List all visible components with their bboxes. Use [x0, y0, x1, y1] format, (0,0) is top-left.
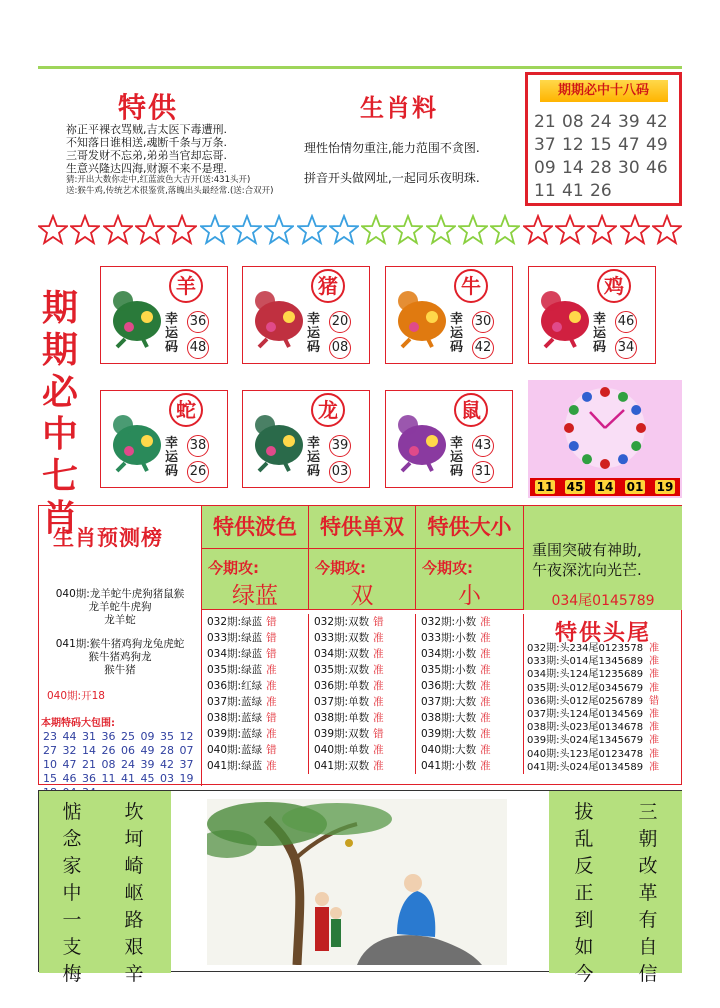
couplet-right-col: 拔 乱 反 正 到 如 今 — [574, 801, 594, 985]
lucky-number: 26 — [187, 461, 209, 483]
star-icon — [458, 214, 488, 246]
clock-dot — [618, 392, 628, 402]
star-icon — [200, 214, 230, 246]
lucky-number: 42 — [472, 337, 494, 359]
history-row: 035期:小数 准 — [421, 664, 491, 676]
package-number: 31 — [82, 730, 96, 743]
lucky-number: 43 — [472, 435, 494, 457]
lucky-number: 48 — [187, 337, 209, 359]
package-number: 28 — [160, 744, 174, 757]
lucky-number: 39 — [329, 435, 351, 457]
star-icon — [652, 214, 682, 246]
package-number: 25 — [121, 730, 135, 743]
star-icon — [329, 214, 359, 246]
shengxiao-line: 拼音开头做网址,一起同乐夜明珠. — [304, 171, 480, 185]
tegong-poem — [66, 123, 296, 197]
package-title: 本期特码大包围: — [41, 718, 115, 729]
history-row: 033期:双数 准 — [314, 632, 384, 644]
poem-line: 祢正平裸衣骂贼,吉太医下毒遭刑. — [66, 123, 227, 136]
eighteen-numbers — [534, 112, 679, 201]
head-tail-history — [527, 642, 659, 774]
number-cell: 46 — [646, 158, 668, 178]
history-row: 034期:头124尾1235689 准 — [527, 669, 660, 681]
number-cell: 42 — [646, 112, 668, 132]
history-row: 034期:双数 准 — [314, 648, 384, 660]
zodiac-card — [100, 390, 228, 488]
prediction-line: 龙羊蛇 — [104, 614, 136, 626]
package-number: 03 — [160, 772, 174, 785]
package-number: 10 — [43, 758, 57, 771]
clock-dot — [600, 459, 610, 469]
zodiac-card — [528, 266, 656, 364]
history-row: 041期:头024尾0134589 准 — [527, 761, 660, 773]
zodiac-name: 牛 — [454, 269, 488, 303]
package-number: 44 — [62, 730, 77, 743]
prediction-line: 龙羊蛇牛虎狗 — [88, 601, 152, 613]
bose-history — [207, 614, 309, 774]
clock-number: 14 — [596, 480, 614, 494]
history-row: 040期:头123尾0123478 准 — [527, 748, 660, 760]
package-number: 21 — [82, 758, 96, 771]
history-row: 040期:单数 准 — [314, 744, 384, 756]
package-number: 37 — [179, 758, 194, 771]
clock-icon — [528, 380, 682, 480]
package-number: 12 — [179, 730, 194, 743]
package-number: 06 — [121, 744, 135, 757]
zodiac-papercut-icon — [392, 401, 450, 481]
package-numbers — [43, 730, 199, 799]
package-number: 46 — [62, 772, 77, 785]
clock-dot — [564, 423, 574, 433]
zodiac-name: 羊 — [169, 269, 203, 303]
package-number: 07 — [179, 744, 194, 757]
history-row: 036期:头012尾0256789 错 — [527, 695, 660, 707]
history-row: 035期:双数 准 — [314, 664, 384, 676]
star-icon — [264, 214, 294, 246]
lucky-label: 幸运码 — [450, 436, 464, 479]
attack-label: 今期攻: — [208, 559, 259, 577]
history-row: 033期:头014尾1345689 准 — [527, 656, 660, 668]
prediction-title: 生肖预测榜 — [53, 526, 163, 550]
forecast-table — [38, 505, 682, 785]
zodiac-papercut-icon — [107, 401, 165, 481]
lucky-number: 20 — [329, 311, 351, 333]
number-cell: 39 — [618, 112, 640, 132]
clock-dot — [582, 392, 592, 402]
attack-value: 小 — [458, 583, 481, 609]
number-cell: 15 — [590, 135, 612, 155]
package-number: 11 — [101, 772, 116, 785]
star-icon — [167, 214, 197, 246]
danshuang-history — [314, 614, 416, 774]
bose-attack — [202, 548, 309, 610]
package-number: 35 — [160, 730, 174, 743]
package-number: 41 — [121, 772, 135, 785]
history-row: 033期:小数 准 — [421, 632, 491, 644]
lucky-number: 31 — [472, 461, 494, 483]
prediction-line: 041期:猴牛猪鸡狗龙兔虎蛇 — [55, 638, 185, 650]
eighteen-title: 期期必中十八码 — [540, 80, 668, 102]
daxiao-title: 特供大小 — [416, 506, 524, 548]
clock-number: 11 — [536, 480, 554, 494]
zodiac-name: 龙 — [311, 393, 345, 427]
shengxiao-title: 生肖料 — [360, 94, 438, 122]
seven-zodiac-title: 期期必中七肖 — [41, 288, 78, 539]
number-cell: 14 — [562, 158, 584, 178]
tegong-title: 特供 — [118, 91, 179, 124]
attack-value: 绿蓝 — [232, 583, 278, 609]
zodiac-card — [100, 266, 228, 364]
daxiao-history — [421, 614, 524, 774]
package-number: 36 — [101, 730, 116, 743]
history-row: 039期:大数 准 — [421, 728, 491, 740]
clock-dot — [582, 454, 592, 464]
number-cell: 47 — [618, 135, 640, 155]
star-icon — [620, 214, 650, 246]
history-row: 037期:大数 准 — [421, 696, 491, 708]
lucky-label: 幸运码 — [307, 436, 321, 479]
prediction-column — [39, 506, 202, 786]
couplet-left-col: 坎 坷 崎 岖 路 艰 辛 — [124, 801, 144, 985]
eighteen-numbers-box — [525, 72, 682, 206]
clock-dot — [631, 441, 641, 451]
tegong-note: 送:猴牛鸡,传统艺术很鉴赏,落魄出头最经常.(送:合双开) — [66, 186, 274, 196]
danshuang-title: 特供单双 — [309, 506, 416, 548]
zodiac-card — [242, 266, 370, 364]
slogan-line: 重围突破有神助, — [532, 541, 642, 559]
clock-number: 45 — [566, 480, 584, 494]
star-icon — [587, 214, 617, 246]
star-icon — [523, 214, 553, 246]
number-cell: 11 — [534, 181, 556, 201]
history-row: 037期:单数 准 — [314, 696, 384, 708]
history-row: 037期:头124尾0134569 准 — [527, 708, 660, 720]
daxiao-attack — [416, 548, 524, 610]
attack-label: 今期攻: — [422, 559, 473, 577]
prediction-041 — [41, 638, 199, 677]
history-row: 035期:头012尾0345679 准 — [527, 682, 660, 694]
poem-line: 三哥发财不忘弟,弟弟当官却忘哥. — [66, 149, 227, 162]
number-cell: 37 — [534, 135, 556, 155]
zodiac-name: 鸡 — [597, 269, 631, 303]
star-icon — [232, 214, 262, 246]
couplet-right — [549, 791, 682, 985]
poem-line: 生意兴隆达四海,财源不来不是理. — [66, 162, 227, 175]
package-number: 08 — [101, 758, 116, 771]
clock-number: 19 — [656, 480, 674, 494]
prediction-open: 040期:开18 — [47, 690, 105, 702]
star-icon — [135, 214, 165, 246]
clock-number: 01 — [626, 480, 644, 494]
history-row: 039期:蓝绿 准 — [207, 728, 277, 740]
clock-dot — [600, 387, 610, 397]
danshuang-attack — [309, 548, 416, 610]
number-cell: 09 — [534, 158, 556, 178]
history-row: 039期:双数 错 — [314, 728, 384, 740]
prediction-040 — [41, 588, 199, 627]
star-icon — [426, 214, 456, 246]
history-row: 034期:绿蓝 错 — [207, 648, 277, 660]
star-row — [38, 214, 682, 250]
zodiac-name: 猪 — [311, 269, 345, 303]
tail-numbers: 034尾0145789 — [551, 593, 655, 609]
number-cell: 24 — [590, 112, 612, 132]
zodiac-papercut-icon — [535, 277, 593, 357]
history-row: 032期:小数 准 — [421, 616, 491, 628]
zodiac-papercut-icon — [107, 277, 165, 357]
attack-label: 今期攻: — [315, 559, 366, 577]
number-cell: 08 — [562, 112, 584, 132]
history-row: 032期:头234尾0123578 准 — [527, 643, 660, 654]
couplet-right-col: 三 朝 改 革 有 自 信 — [638, 801, 658, 985]
history-row: 036期:大数 准 — [421, 680, 491, 692]
history-row: 038期:单数 准 — [314, 712, 384, 724]
zodiac-papercut-icon — [392, 277, 450, 357]
package-number: 19 — [179, 772, 194, 785]
prediction-line: 猴牛猪鸡狗龙 — [88, 651, 152, 663]
lucky-label: 幸运码 — [165, 312, 179, 355]
lucky-number: 30 — [472, 311, 494, 333]
package-number: 26 — [101, 744, 116, 757]
lucky-label: 幸运码 — [307, 312, 321, 355]
poem-line: 不知落日谁相送,魂断千条与万条. — [66, 136, 227, 149]
star-icon — [70, 214, 100, 246]
history-row: 041期:绿蓝 准 — [207, 760, 277, 772]
package-number: 49 — [140, 744, 155, 757]
package-number: 24 — [121, 758, 135, 771]
package-number: 47 — [62, 758, 77, 771]
history-row: 035期:绿蓝 准 — [207, 664, 277, 676]
history-row: 040期:蓝绿 错 — [207, 744, 277, 756]
history-row: 038期:大数 准 — [421, 712, 491, 724]
lucky-number: 08 — [329, 337, 351, 359]
star-icon — [103, 214, 133, 246]
history-row: 036期:红绿 准 — [207, 680, 277, 692]
history-row: 033期:绿蓝 错 — [207, 632, 277, 644]
shengxiao-line: 理性怡情勿重注,能力范围不贪图. — [304, 141, 480, 155]
zodiac-card — [242, 390, 370, 488]
tegong-note: 猜:开出大数你走中,红蓝波色大吉开(送:431头开) — [66, 175, 251, 185]
landscape-illustration — [207, 799, 507, 965]
clock-dot — [618, 454, 628, 464]
number-cell: 21 — [534, 112, 556, 132]
star-icon — [490, 214, 520, 246]
zodiac-papercut-icon — [249, 401, 307, 481]
package-number: 27 — [43, 744, 57, 757]
lucky-number: 38 — [187, 435, 209, 457]
number-cell: 41 — [562, 181, 584, 201]
lucky-label: 幸运码 — [165, 436, 179, 479]
star-icon — [297, 214, 327, 246]
history-row: 037期:蓝绿 准 — [207, 696, 277, 708]
star-icon — [393, 214, 423, 246]
history-row: 041期:小数 准 — [421, 760, 491, 772]
lucky-label: 幸运码 — [593, 312, 607, 355]
zodiac-name: 蛇 — [169, 393, 203, 427]
attack-value: 双 — [350, 583, 374, 609]
zodiac-name: 鼠 — [454, 393, 488, 427]
top-divider — [38, 66, 682, 69]
couplet-left — [39, 791, 171, 985]
clock-dot — [636, 423, 646, 433]
bose-title: 特供波色 — [202, 506, 309, 548]
package-number: 45 — [140, 772, 155, 785]
number-cell: 30 — [618, 158, 640, 178]
zodiac-card — [385, 266, 513, 364]
package-number: 15 — [43, 772, 57, 785]
history-row: 032期:双数 错 — [314, 616, 384, 628]
star-icon — [361, 214, 391, 246]
couplet-left-col: 惦 念 家 中 一 支 梅 — [62, 801, 82, 985]
clock-dot — [631, 405, 641, 415]
lucky-number: 03 — [329, 461, 351, 483]
clock-dot — [569, 441, 579, 451]
prediction-line: 040期:龙羊蛇牛虎狗猪鼠猴 — [55, 588, 185, 600]
prediction-line: 猴牛猪 — [104, 664, 136, 676]
lucky-number: 46 — [615, 311, 637, 333]
package-number: 23 — [43, 730, 57, 743]
number-cell: 12 — [562, 135, 584, 155]
slogan-line: 午夜深沈向光芒. — [532, 561, 642, 579]
slogan — [532, 540, 642, 580]
star-icon — [555, 214, 585, 246]
lucky-number: 34 — [615, 337, 637, 359]
package-number: 32 — [62, 744, 77, 757]
number-cell: 28 — [590, 158, 612, 178]
history-row: 039期:头024尾1345679 准 — [527, 735, 660, 747]
history-row: 034期:小数 准 — [421, 648, 491, 660]
star-icon — [38, 214, 68, 246]
package-number: 39 — [140, 758, 155, 771]
history-row: 038期:蓝绿 错 — [207, 712, 277, 724]
slogan-panel — [524, 506, 682, 610]
package-number: 14 — [82, 744, 96, 757]
history-row: 040期:大数 准 — [421, 744, 491, 756]
package-number: 09 — [140, 730, 155, 743]
lucky-number: 36 — [187, 311, 209, 333]
history-row: 032期:绿蓝 错 — [207, 616, 277, 628]
clock-number-bar — [530, 478, 680, 496]
bottom-panel — [38, 790, 682, 985]
history-row: 038期:头023尾0134678 准 — [527, 722, 660, 734]
head-tail-title: 特供头尾 — [554, 621, 651, 646]
zodiac-card — [385, 390, 513, 488]
package-number: 42 — [160, 758, 174, 771]
clock-dot — [569, 405, 579, 415]
package-number: 36 — [82, 772, 96, 785]
history-row: 041期:双数 准 — [314, 760, 384, 772]
zodiac-papercut-icon — [249, 277, 307, 357]
number-cell: 26 — [590, 181, 612, 201]
history-row: 036期:单数 准 — [314, 680, 384, 692]
lucky-label: 幸运码 — [450, 312, 464, 355]
number-cell: 49 — [646, 135, 668, 155]
